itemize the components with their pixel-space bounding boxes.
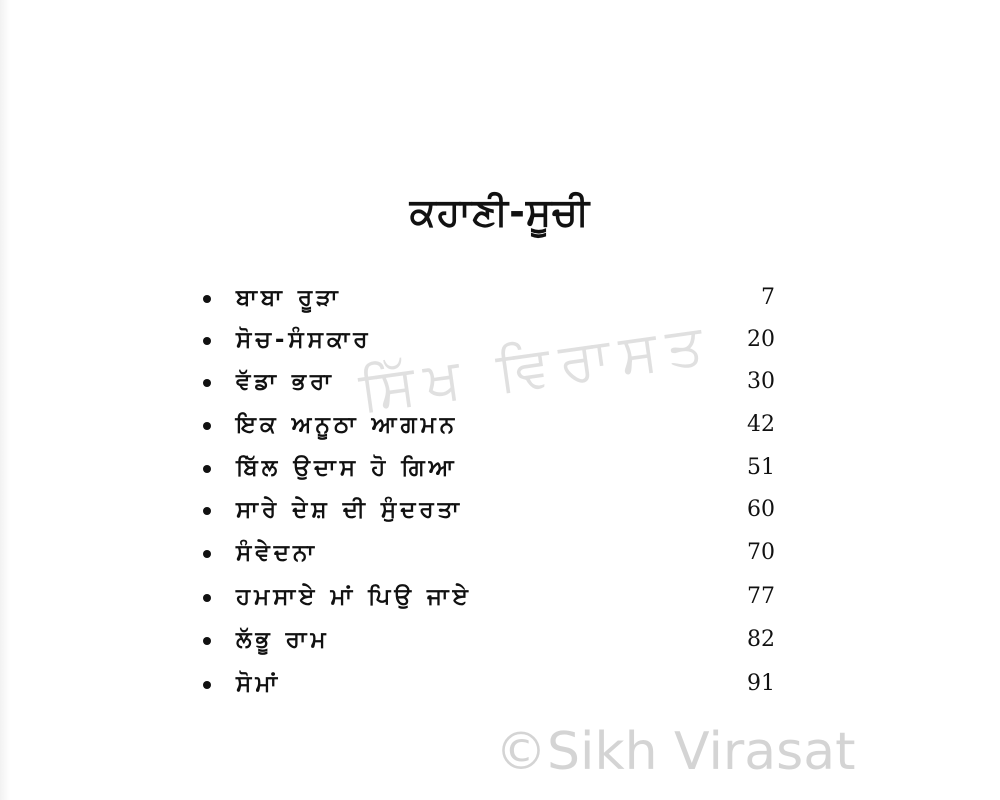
toc-entry-page: 82	[747, 627, 775, 652]
toc-entry-page: 7	[761, 285, 775, 310]
toc-entry	[200, 278, 775, 318]
toc-entry-title: ਸੰਵੇਦਨਾ	[236, 540, 318, 566]
bullet-icon	[203, 337, 211, 345]
toc-entry-title: ਇਕ ਅਨੂਠਾ ਆਗਮਨ	[236, 412, 459, 438]
bullet-icon	[203, 465, 211, 473]
toc-entry	[200, 448, 775, 488]
toc-entry-title: ਹਮਸਾਏ ਮਾਂ ਪਿਉ ਜਾਏ	[236, 584, 472, 610]
page-title: ਕਹਾਣੀ-ਸੂਚੀ	[409, 190, 591, 234]
toc-entry-page: 70	[747, 540, 775, 565]
toc-entry-page: 60	[747, 497, 775, 522]
toc-entry-page: 51	[747, 455, 775, 480]
toc-entry-title: ਸਾਰੇ ਦੇਸ਼ ਦੀ ਸੁੰਦਰਤਾ	[236, 497, 463, 523]
bullet-icon	[203, 550, 211, 558]
toc-entry-page: 20	[747, 327, 775, 352]
toc-entry-page: 30	[747, 369, 775, 394]
toc-entry-page: 42	[747, 412, 775, 437]
toc-entry-title: ਸੋਚ-ਸੰਸਕਾਰ	[236, 327, 372, 353]
toc-entry-title: ਬਿੱਲ ਉਦਾਸ ਹੋ ਗਿਆ	[236, 455, 458, 481]
bullet-icon	[203, 295, 211, 303]
toc-entry-title: ਵੱਡਾ ਭਰਾ	[236, 369, 335, 395]
toc-entry	[200, 577, 775, 617]
toc-entry	[200, 405, 775, 445]
toc-entry	[200, 490, 775, 530]
bullet-icon	[203, 594, 211, 602]
watermark-gurmukhi: ਸਿੱਖ ਵਿਰਾਸਤ	[355, 310, 717, 425]
toc-entry-page: 91	[747, 671, 775, 696]
bullet-icon	[203, 422, 211, 430]
bullet-icon	[203, 379, 211, 387]
toc-entry-title: ਸੋਮਾਂ	[236, 671, 281, 697]
bullet-icon	[203, 507, 211, 515]
toc-entry	[200, 533, 775, 573]
toc-entry	[200, 664, 775, 704]
toc-entry-title: ਲੱਭੂ ਰਾਮ	[236, 627, 330, 653]
toc-entry-page: 77	[747, 584, 775, 609]
bullet-icon	[203, 637, 211, 645]
watermark-copyright: ©Sikh Virasat	[495, 722, 856, 782]
toc-entry-title: ਬਾਬਾ ਰੂੜਾ	[236, 285, 342, 311]
bullet-icon	[203, 681, 211, 689]
toc-entry	[200, 620, 775, 660]
